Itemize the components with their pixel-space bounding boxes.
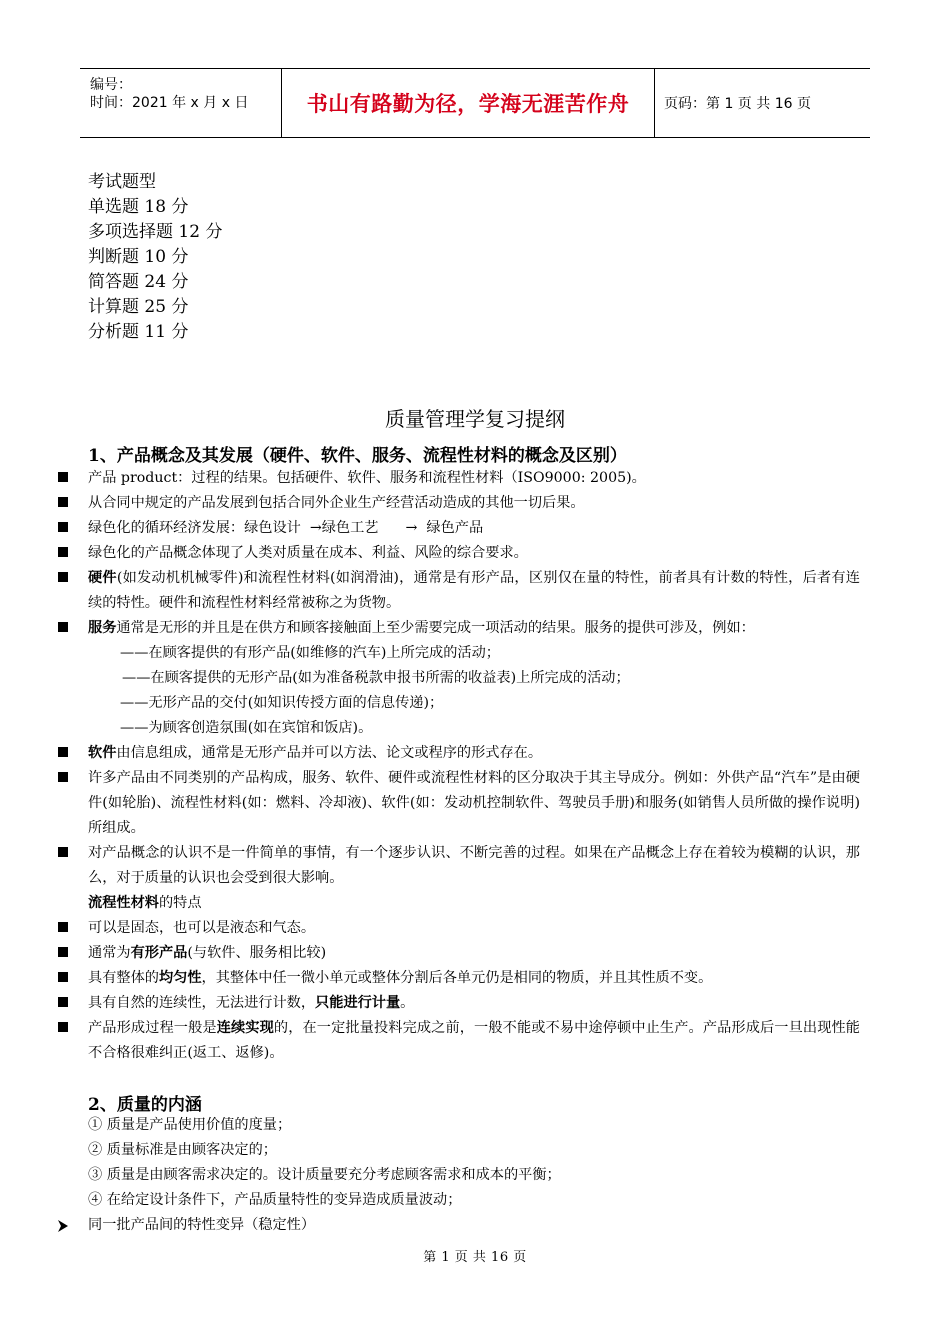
term-flow-material: 流程性材料 (88, 895, 159, 911)
motto: 书山有路勤为径，学海无涯苦作舟 (306, 92, 630, 116)
paragraph-text: 通常是无形的并且是在供方和顾客接触面上至少需要完成一项活动的结果。服务的提供可涉及，例如： (116, 620, 755, 636)
term-hardware: 硬件 (88, 570, 117, 586)
exam-item: 计算题 25 分 (88, 297, 189, 317)
bullet-icon (58, 922, 68, 932)
header-meta-cell (80, 69, 282, 137)
paragraph: 可以是固态，也可以是液态和气态。 (88, 920, 316, 936)
bullet-icon (58, 972, 68, 982)
page-header (80, 68, 870, 138)
paragraph-text: 的，在一定批量投料完成之前，一般不能或不易中途停顿中止生产。产品形成后一旦出现性能不合格很难纠正(返工、返修)。 (88, 1020, 860, 1061)
paragraph (88, 1016, 860, 1066)
paragraph-text: 通常为 (88, 945, 131, 961)
term-software: 软件 (88, 745, 117, 761)
section-1-heading: 1、产品概念及其发展（硬件、软件、服务、流程性材料的概念及区别） (88, 446, 627, 466)
sub-item: ——为顾客创造氛围(如在宾馆和饭店)。 (120, 720, 373, 736)
paragraph-text: ，其整体中任一微小单元或整体分割后各单元仍是相同的物质，并且其性质不变。 (201, 970, 713, 986)
paragraph (88, 616, 860, 641)
arrow-bullet-icon (57, 1213, 69, 1237)
exam-item: 简答题 24 分 (88, 272, 189, 292)
paragraph: ④ 在给定设计条件下，产品质量特性的变异造成质量波动； (88, 1192, 462, 1208)
paragraph-text: 产品形成过程一般是 (88, 1020, 217, 1036)
page-footer: 第 1 页 共 16 页 (423, 1250, 527, 1265)
paragraph-text: (如发动机机械零件)和流程性材料(如润滑油)，通常是有形产品，区别仅在量的特性，前者具有计数的特性，后者有连续的特性。硬件和流程性材料经常被称之为货物。 (88, 570, 860, 611)
exam-item: 分析题 11 分 (88, 322, 189, 342)
paragraph: 绿色化的产品概念体现了人类对质量在成本、利益、风险的综合要求。 (88, 545, 528, 561)
bullet-icon (58, 547, 68, 557)
sub-item: ——在顾客提供的有形产品(如维修的汽车)上所完成的活动； (120, 645, 500, 661)
sub-item: ——在顾客提供的无形产品(如为准备税款申报书所需的收益表)上所完成的活动； (122, 670, 630, 686)
bullet-icon (58, 497, 68, 507)
paragraph: 对产品概念的认识不是一件简单的事情，有一个逐步认识、不断完善的过程。如果在产品概念上存在着较为模糊的认识，那么，对于质量的认识也会受到很大影响。 (88, 845, 860, 886)
sub-item: ——无形产品的交付(如知识传授方面的信息传递)； (120, 695, 444, 711)
paragraph-text: (与软件、服务相比较) (187, 945, 327, 961)
paragraph: 同一批产品间的特性变异（稳定性） (88, 1217, 316, 1233)
page-number-label: 页码：第 1 页 共 16 页 (664, 96, 811, 112)
paragraph-text: 由信息组成，通常是无形产品并可以方法、论文或程序的形式存在。 (116, 745, 543, 761)
term-service: 服务 (88, 620, 117, 636)
paragraph-text: 的特点 (158, 895, 202, 911)
bullet-icon (58, 772, 68, 782)
paragraph (88, 891, 860, 916)
paragraph: 产品 product：过程的结果。包括硬件、软件、服务和流程性材料（ISO9000: 2005)。 (88, 470, 646, 486)
paragraph: ② 质量标准是由顾客决定的； (88, 1142, 277, 1158)
paragraph (88, 566, 860, 616)
paragraph (88, 741, 860, 766)
paragraph (88, 966, 860, 991)
bullet-icon (58, 472, 68, 482)
document-title: 质量管理学复习提纲 (385, 407, 565, 431)
bullet-icon (58, 747, 68, 757)
emphasis: 均匀性 (158, 970, 202, 986)
bullet-icon (58, 622, 68, 632)
emphasis: 连续实现 (216, 1020, 274, 1036)
paragraph: ① 质量是产品使用价值的度量； (88, 1117, 292, 1133)
exam-item: 判断题 10 分 (88, 247, 189, 267)
code-label: 编号： (90, 77, 132, 93)
header-motto-cell (282, 69, 655, 137)
exam-item: 单选题 18 分 (88, 197, 189, 217)
paragraph: 从合同中规定的产品发展到包括合同外企业生产经营活动造成的其他一切后果。 (88, 495, 585, 511)
bullet-icon (58, 997, 68, 1007)
emphasis: 只能进行计量 (315, 995, 401, 1011)
exam-item: 多项选择题 12 分 (88, 222, 223, 242)
paragraph: 绿色化的循环经济发展：绿色设计 →绿色工艺 → 绿色产品 (88, 520, 484, 536)
paragraph-text: 具有自然的连续性，无法进行计数， (88, 995, 316, 1011)
section-2-heading: 2、质量的内涵 (88, 1095, 202, 1115)
paragraph-text: 。 (400, 995, 415, 1011)
paragraph: 许多产品由不同类别的产品构成，服务、软件、硬件或流程性材料的区分取决于其主导成分。例如：外供产品“汽车”是由硬件(如轮胎)、流程性材料(如：燃料、冷却液)、软件(如：发动机控制软件、驾驶员手册)和服务(如销售人员所做的操作说明)所组成。 (88, 770, 860, 836)
emphasis: 有形产品 (130, 945, 188, 961)
bullet-icon (58, 1022, 68, 1032)
paragraph-text: 具有整体的 (88, 970, 159, 986)
bullet-icon (58, 947, 68, 957)
exam-types (88, 170, 222, 345)
bullet-icon (58, 522, 68, 532)
exam-heading: 考试题型 (88, 172, 156, 192)
paragraph (88, 941, 860, 966)
bullet-icon (58, 572, 68, 582)
bullet-icon (58, 847, 68, 857)
time-label: 时间：2021 年 x 月 x 日 (90, 95, 249, 111)
paragraph: ③ 质量是由顾客需求决定的。设计质量要充分考虑顾客需求和成本的平衡； (88, 1167, 561, 1183)
paragraph (88, 991, 860, 1016)
